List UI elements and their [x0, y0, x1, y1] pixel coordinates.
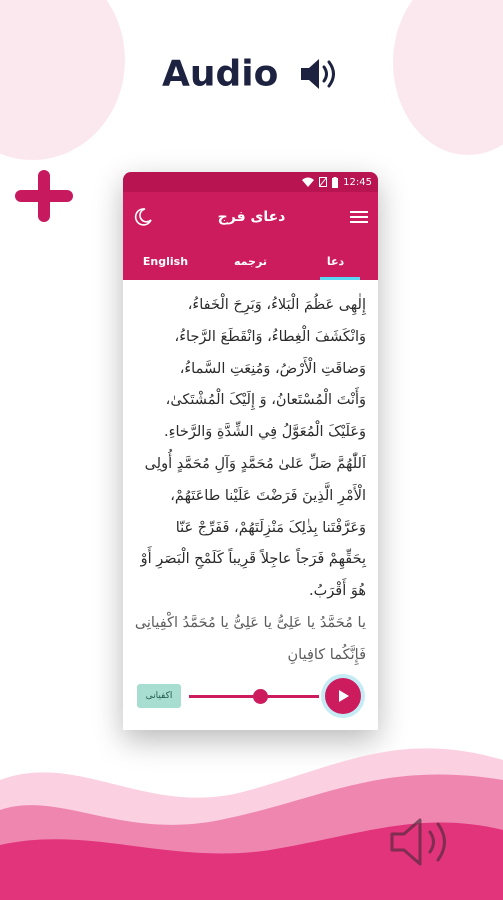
prayer-line: بِحَقِّهِمْ فَرَجاً عاجِلاً قَرِیباً کَلَمْحِ الْبَصَرِ أَوْ: [140, 551, 366, 568]
no-sim-icon: [319, 177, 327, 187]
seekbar-knob[interactable]: [253, 689, 268, 704]
status-bar: [123, 172, 378, 192]
prayer-line: إِلٰهِی عَظُمَ الْبَلاءُ، وَبَرِحَ الْخَفاءُ،: [187, 297, 366, 313]
prayer-line: فَإِنَّکُما کافِیانِ: [287, 646, 366, 663]
prayer-line: وَأَنْتَ الْمُسْتَعانُ، وَ إِلَیْکَ الْمُشْتَکیٰ،: [165, 392, 366, 409]
app-bar: [123, 192, 378, 242]
prayer-line: وَعَلَیْکَ الْمُعَوَّلُ فِي الشِّدَّةِ وَالرَّخاءِ.: [164, 424, 366, 441]
speaker-icon: [297, 54, 341, 94]
prayer-line: هُوَ أَقْرَبُ.: [309, 583, 366, 600]
prayer-line: وَعَرَّفْتَنا بِذٰلِکَ مَنْزِلَتَهُمْ، فَفَرِّجْ عَنّا: [175, 519, 366, 536]
play-icon: [336, 689, 350, 703]
prayer-line: اَللّٰهُمَّ صَلِّ عَلیٰ مُحَمَّدٍ وَآلِ مُحَمَّدٍ أُولِی: [144, 455, 366, 472]
speaker-outline-icon: [386, 812, 460, 872]
feature-heading: [0, 52, 503, 95]
tab-translation[interactable]: ترجمه: [234, 254, 267, 268]
plus-icon: [15, 170, 73, 222]
prayer-text: [123, 280, 378, 730]
wifi-icon: [302, 177, 314, 187]
prayer-line: الْأَمْرِ الَّذِینَ فَرَضْتَ عَلَیْنا طاعَتَهُمْ،: [170, 487, 366, 504]
tab-english[interactable]: English: [142, 254, 189, 268]
heading-title: Audio: [162, 53, 279, 95]
tab-bar: [123, 242, 378, 280]
menu-icon[interactable]: [350, 210, 368, 224]
battery-icon: [332, 177, 338, 188]
prayer-line: وَانْکَشَفَ الْغِطاءُ، وَانْقَطَعَ الرَّجاءُ،: [174, 328, 366, 345]
tab-dua[interactable]: دعا: [326, 254, 345, 268]
app-title: دعای فرج: [217, 209, 286, 225]
status-time: 12:45: [343, 176, 372, 188]
prayer-line: یا مُحَمَّدُ یا عَلِیُّ یا عَلِیُّ یا مُحَمَّدُ اکْفِیانِی: [134, 614, 366, 631]
audio-player: [133, 677, 363, 715]
night-mode-icon[interactable]: [133, 207, 153, 227]
play-button[interactable]: [325, 678, 361, 714]
highlighted-word-chip[interactable]: اکفیانی: [137, 684, 181, 708]
phone-screen: [123, 172, 378, 730]
prayer-line: وَضاقَتِ الْأَرْضُ، وَمُنِعَتِ السَّماءُ،: [179, 360, 366, 377]
